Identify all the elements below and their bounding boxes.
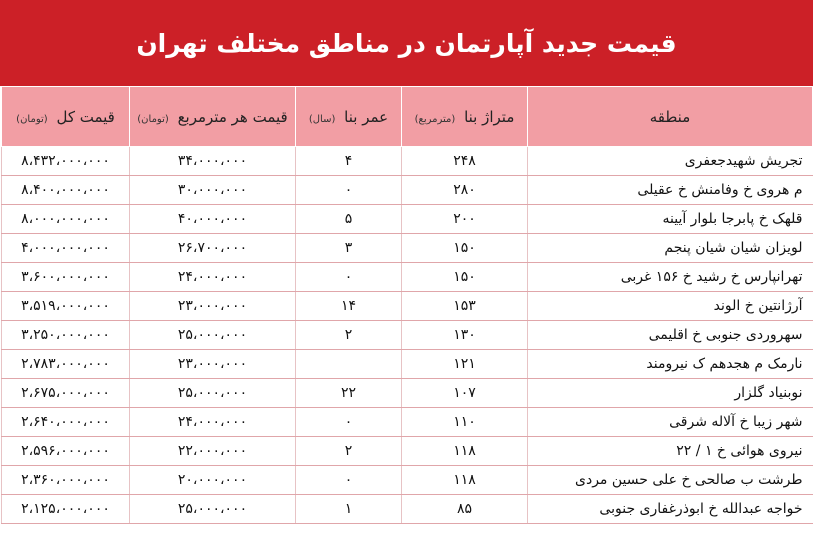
cell-area: ۱۰۷ xyxy=(402,379,528,408)
header-unit: (تومان) xyxy=(137,113,169,125)
cell-area: ۱۱۸ xyxy=(402,437,528,466)
cell-age xyxy=(296,350,402,379)
cell-area: ۱۲۱ xyxy=(402,350,528,379)
cell-area: ۲۴۸ xyxy=(402,147,528,176)
cell-total: ۴،۰۰۰،۰۰۰،۰۰۰ xyxy=(2,234,130,263)
cell-total: ۸،۰۰۰،۰۰۰،۰۰۰ xyxy=(2,205,130,234)
cell-age: ۰ xyxy=(296,408,402,437)
table-row xyxy=(2,176,813,205)
table-row xyxy=(2,350,813,379)
cell-total: ۳،۵۱۹،۰۰۰،۰۰۰ xyxy=(2,292,130,321)
column-header-area xyxy=(402,87,528,147)
cell-total: ۲،۶۴۰،۰۰۰،۰۰۰ xyxy=(2,408,130,437)
cell-age: ۰ xyxy=(296,176,402,205)
table-row xyxy=(2,292,813,321)
cell-region: نوبنیاد گلزار xyxy=(528,379,813,408)
cell-total: ۸،۴۳۲،۰۰۰،۰۰۰ xyxy=(2,147,130,176)
cell-age: ۴ xyxy=(296,147,402,176)
table-row xyxy=(2,437,813,466)
cell-price-sqm: ۲۵،۰۰۰،۰۰۰ xyxy=(130,495,296,524)
cell-price-sqm: ۴۰،۰۰۰،۰۰۰ xyxy=(130,205,296,234)
cell-total: ۳،۲۵۰،۰۰۰،۰۰۰ xyxy=(2,321,130,350)
cell-area: ۲۸۰ xyxy=(402,176,528,205)
cell-age: ۲ xyxy=(296,437,402,466)
cell-region: م هروی خ وفامنش خ عقیلی xyxy=(528,176,813,205)
column-header-region xyxy=(528,87,813,147)
cell-area: ۱۱۰ xyxy=(402,408,528,437)
header-label: عمر بنا xyxy=(344,107,389,126)
cell-age: ۵ xyxy=(296,205,402,234)
column-header-price-sqm xyxy=(130,87,296,147)
cell-age: ۲ xyxy=(296,321,402,350)
column-header-age xyxy=(296,87,402,147)
cell-age: ۳ xyxy=(296,234,402,263)
header-label: قیمت کل xyxy=(56,107,115,126)
cell-region: خواجه عبدالله خ ابوذرغفاری جنوبی xyxy=(528,495,813,524)
header-unit: (سال) xyxy=(308,113,336,125)
cell-total: ۲،۶۷۵،۰۰۰،۰۰۰ xyxy=(2,379,130,408)
cell-price-sqm: ۲۳،۰۰۰،۰۰۰ xyxy=(130,292,296,321)
cell-total: ۳،۶۰۰،۰۰۰،۰۰۰ xyxy=(2,263,130,292)
cell-area: ۲۰۰ xyxy=(402,205,528,234)
table-row xyxy=(2,321,813,350)
price-table xyxy=(1,86,813,524)
table-row xyxy=(2,379,813,408)
table-row xyxy=(2,234,813,263)
cell-age: ۰ xyxy=(296,263,402,292)
cell-price-sqm: ۳۰،۰۰۰،۰۰۰ xyxy=(130,176,296,205)
cell-region: تهرانپارس خ رشید خ ۱۵۶ غربی xyxy=(528,263,813,292)
cell-area: ۱۵۳ xyxy=(402,292,528,321)
table-row xyxy=(2,147,813,176)
table-header-row xyxy=(2,87,813,147)
cell-price-sqm: ۲۰،۰۰۰،۰۰۰ xyxy=(130,466,296,495)
cell-price-sqm: ۲۴،۰۰۰،۰۰۰ xyxy=(130,408,296,437)
table-row xyxy=(2,466,813,495)
cell-area: ۸۵ xyxy=(402,495,528,524)
cell-region: نیروی هوائی خ ۱ / ۲۲ xyxy=(528,437,813,466)
cell-region: طرشت ب صالحی خ علی حسین مردی xyxy=(528,466,813,495)
cell-region: سهروردی جنوبی خ اقلیمی xyxy=(528,321,813,350)
cell-price-sqm: ۲۳،۰۰۰،۰۰۰ xyxy=(130,350,296,379)
header-label: منطقه xyxy=(649,107,691,126)
header-unit: (تومان) xyxy=(16,113,48,125)
cell-price-sqm: ۳۴،۰۰۰،۰۰۰ xyxy=(130,147,296,176)
header-unit: (مترمربع) xyxy=(414,113,456,125)
cell-region: نارمک م هجدهم ک نیرومند xyxy=(528,350,813,379)
cell-region: شهر زیبا خ آلاله شرقی xyxy=(528,408,813,437)
cell-age: ۲۲ xyxy=(296,379,402,408)
cell-region: قلهک خ پابرجا بلوار آیینه xyxy=(528,205,813,234)
cell-total: ۲،۵۹۶،۰۰۰،۰۰۰ xyxy=(2,437,130,466)
table-row xyxy=(2,205,813,234)
cell-price-sqm: ۲۴،۰۰۰،۰۰۰ xyxy=(130,263,296,292)
table-row xyxy=(2,408,813,437)
cell-area: ۱۵۰ xyxy=(402,234,528,263)
cell-total: ۸،۴۰۰،۰۰۰،۰۰۰ xyxy=(2,176,130,205)
cell-total: ۲،۷۸۳،۰۰۰،۰۰۰ xyxy=(2,350,130,379)
page-title: قیمت جدید آپارتمان در مناطق مختلف تهران xyxy=(0,0,813,86)
cell-total: ۲،۱۲۵،۰۰۰،۰۰۰ xyxy=(2,495,130,524)
cell-total: ۲،۳۶۰،۰۰۰،۰۰۰ xyxy=(2,466,130,495)
cell-price-sqm: ۲۵،۰۰۰،۰۰۰ xyxy=(130,379,296,408)
cell-price-sqm: ۲۶،۷۰۰،۰۰۰ xyxy=(130,234,296,263)
cell-area: ۱۵۰ xyxy=(402,263,528,292)
cell-region: لویزان شیان شیان پنجم xyxy=(528,234,813,263)
header-label: قیمت هر مترمربع xyxy=(177,107,288,126)
table-body xyxy=(2,147,813,524)
header-label: متراژ بنا xyxy=(464,107,515,126)
column-header-total xyxy=(2,87,130,147)
table-row xyxy=(2,263,813,292)
cell-price-sqm: ۲۵،۰۰۰،۰۰۰ xyxy=(130,321,296,350)
cell-age: ۱۴ xyxy=(296,292,402,321)
cell-area: ۱۳۰ xyxy=(402,321,528,350)
table-row xyxy=(2,495,813,524)
cell-area: ۱۱۸ xyxy=(402,466,528,495)
cell-region: آرژانتین خ الوند xyxy=(528,292,813,321)
cell-age: ۰ xyxy=(296,466,402,495)
cell-price-sqm: ۲۲،۰۰۰،۰۰۰ xyxy=(130,437,296,466)
cell-age: ۱ xyxy=(296,495,402,524)
cell-region: تجریش شهیدجعفری xyxy=(528,147,813,176)
